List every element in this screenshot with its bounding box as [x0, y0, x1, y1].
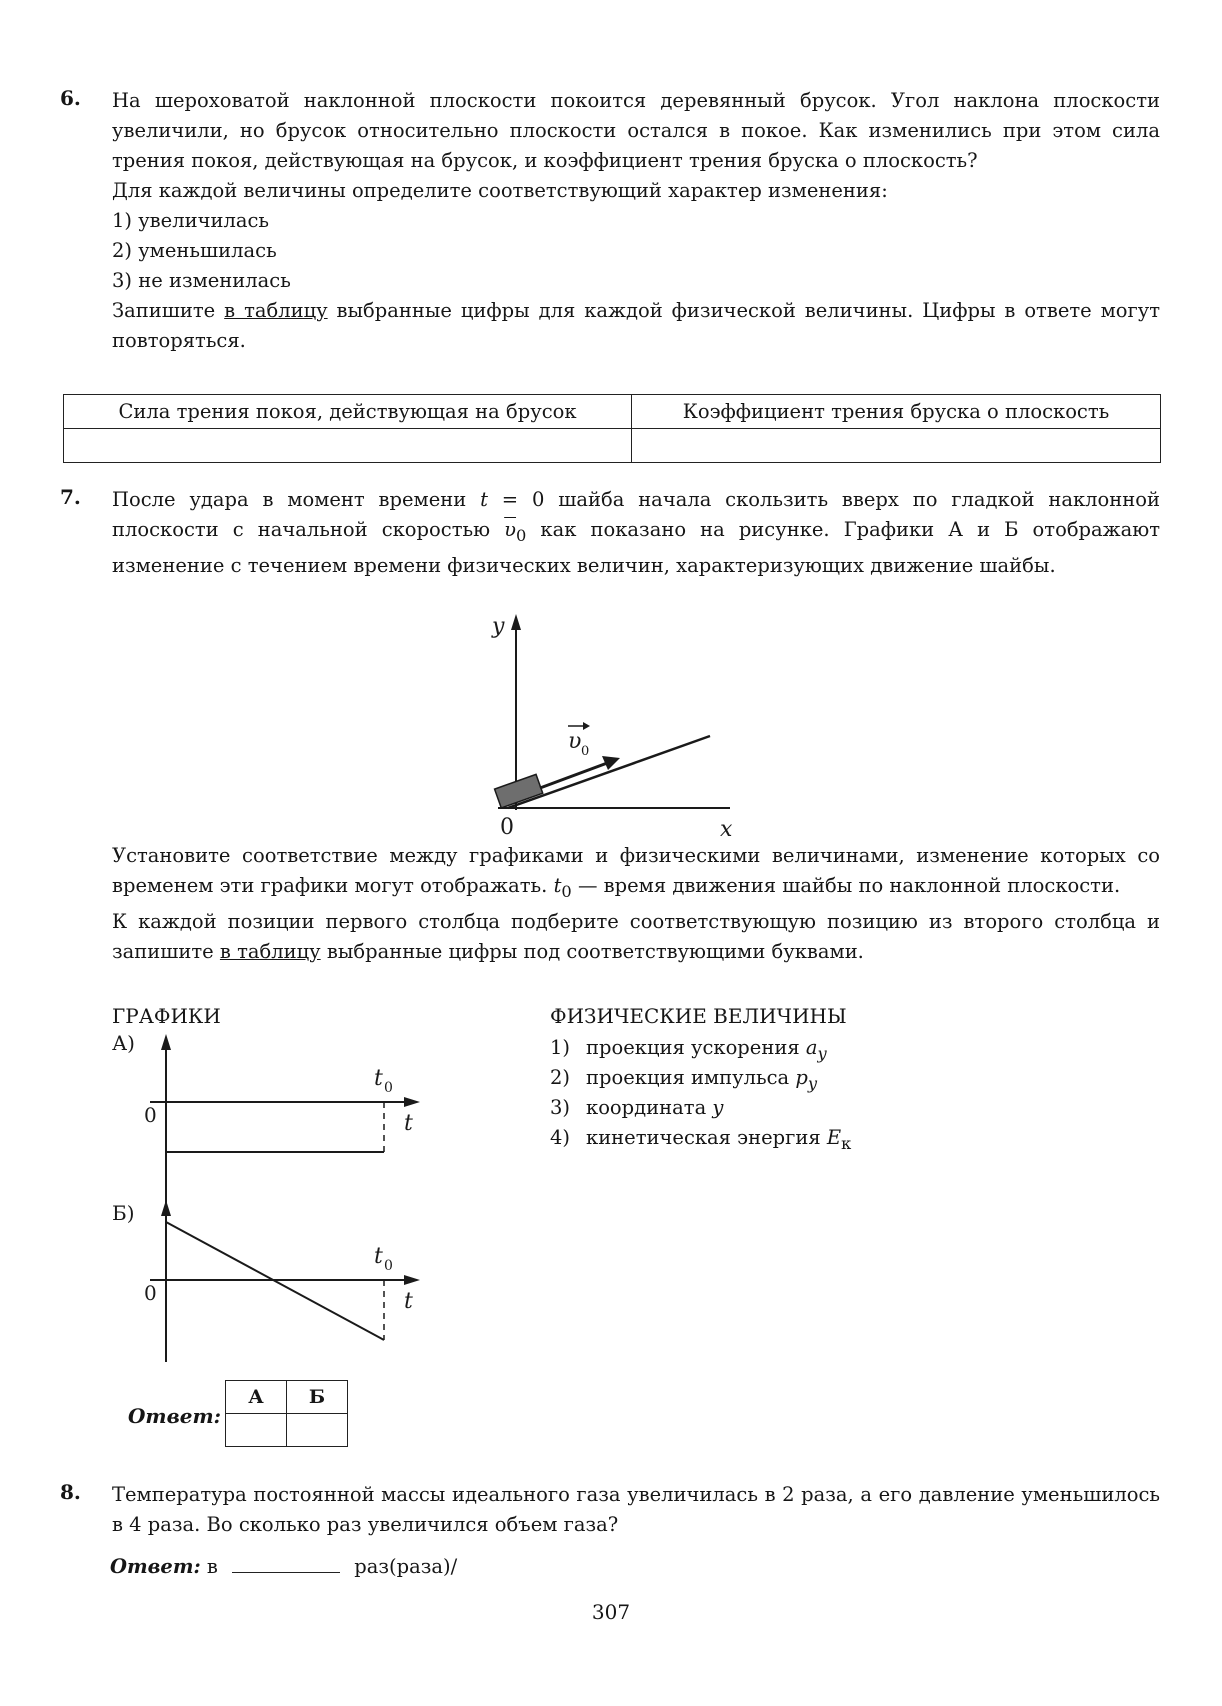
item-text: проекция ускорения	[586, 1036, 806, 1059]
answer-label: Ответ:	[110, 1555, 201, 1578]
task-number: 8.	[60, 1480, 81, 1504]
graphs-header: ГРАФИКИ	[112, 1004, 221, 1028]
task-number: 7.	[60, 485, 81, 509]
answer-suffix: раз(раза)/	[354, 1555, 458, 1578]
vector-bar-arrow-icon	[583, 722, 590, 730]
math-symbol: p	[795, 1066, 808, 1089]
origin-label: 0	[500, 815, 514, 838]
task-body	[112, 86, 1160, 356]
quantity-item	[550, 1126, 851, 1153]
page-number: 307	[591, 1600, 631, 1624]
task-text	[112, 485, 1160, 581]
answer-label: Ответ:	[128, 1404, 221, 1428]
text-fragment: как показано на рисунке. Графики А и Б отображают изменение с течением времени физических величин, характеризующих движение шайбы.	[112, 518, 1160, 577]
graph-label: Б)	[112, 1201, 135, 1225]
quantity-item	[550, 1096, 723, 1119]
t0-label: t	[374, 1066, 383, 1091]
item-number: 1)	[550, 1036, 571, 1059]
text-fragment: Установите соответствие между графиками и физическими величинами, изменение которых со временем эти графики могут отображать.	[112, 844, 1160, 897]
t0-subscript: 0	[384, 1080, 393, 1096]
velocity-subscript: 0	[581, 744, 590, 759]
task-instruction: Для каждой величины определите соответствующий характер изменения:	[112, 179, 888, 202]
incline-plane	[508, 736, 710, 808]
graph-a	[110, 1030, 440, 1210]
quantities-header: ФИЗИЧЕСКИЕ ВЕЛИЧИНЫ	[550, 1004, 847, 1028]
answer-line-8	[110, 1552, 457, 1578]
math-subscript: к	[841, 1133, 852, 1153]
t-label: t	[404, 1289, 413, 1314]
math-symbol: E	[826, 1126, 842, 1149]
text-fragment: выбранные цифры для каждой физической величины. Цифры в ответе могут повторяться.	[112, 299, 1161, 352]
quantity-item	[550, 1036, 827, 1063]
item-number: 2)	[550, 1066, 571, 1089]
t0-subscript: 0	[384, 1258, 393, 1274]
answer-input[interactable]	[232, 1552, 340, 1573]
item-number: 3)	[550, 1096, 571, 1119]
math-subscript: y	[817, 1043, 827, 1063]
t0-label: t	[374, 1244, 383, 1269]
text-fragment: Запишите	[112, 299, 225, 322]
item-text: кинетическая энергия	[586, 1126, 827, 1149]
option-item: 3) не изменилась	[112, 269, 291, 292]
incline-figure	[480, 608, 750, 838]
quantity-item	[550, 1066, 817, 1093]
velocity-label: υ	[568, 729, 582, 754]
math-subscript: 0	[516, 525, 527, 545]
task-text: На шероховатой наклонной плоскости покоится деревянный брусок. Угол наклона плоскости увеличили, но брусок относительно плоскости остался в покое. Как изменились при этом сила трения покоя, действующая на брусок, и коэффициент трения бруска о плоскость?	[112, 89, 1160, 172]
math-symbol: a	[805, 1036, 818, 1059]
text-fragment: выбранные цифры под соответствующими буквами.	[320, 939, 864, 963]
table-link: в таблицу	[224, 299, 328, 322]
math-subscript: y	[807, 1073, 818, 1093]
answer-cell[interactable]	[64, 429, 632, 463]
text-fragment: К каждой позиции первого столбца подберите соответствующую позицию из второго столбца и запишите	[112, 909, 1160, 963]
item-text: проекция импульса	[586, 1066, 796, 1089]
math-symbol: t	[480, 488, 488, 511]
x-axis-label: x	[720, 817, 733, 838]
text-fragment: = 0 шайба начала скользить вверх по гладкой наклонной плоскости с начальной скоростью	[112, 488, 1160, 541]
table-header: Б	[287, 1381, 348, 1414]
task-text: Температура постоянной массы идеального газа увеличилась в 2 раза, а его давление уменьшилось в 4 раза. Во сколько раз увеличился объем газа?	[112, 1483, 1160, 1536]
answer-table-7	[225, 1380, 348, 1447]
option-item: 1) увеличилась	[112, 209, 270, 232]
math-symbol: $\overline{\upsilon}$	[504, 518, 517, 541]
matching-text	[112, 841, 1160, 907]
math-symbol: t	[553, 874, 562, 897]
t-label: t	[404, 1111, 413, 1136]
y-axis-arrow-icon	[511, 614, 521, 630]
zero-label: 0	[144, 1281, 157, 1305]
graph-label: А)	[112, 1031, 135, 1055]
text-fragment: После удара в момент времени	[112, 488, 481, 511]
table-header: А	[226, 1381, 287, 1414]
answer-cell[interactable]	[226, 1414, 287, 1447]
answer-table-6	[63, 394, 1161, 463]
item-number: 4)	[550, 1126, 571, 1149]
text-fragment: — время движения шайбы по наклонной плоскости.	[571, 874, 1121, 897]
matching-body	[112, 841, 1160, 967]
write-instruction	[112, 296, 1160, 356]
answer-cell[interactable]	[632, 429, 1161, 463]
answer-prefix: в	[206, 1555, 218, 1578]
item-text: координата	[586, 1096, 713, 1119]
answer-cell[interactable]	[287, 1414, 348, 1447]
math-subscript: 0	[561, 881, 572, 901]
option-item: 2) уменьшилась	[112, 239, 277, 262]
graph-b	[110, 1196, 440, 1366]
zero-label: 0	[144, 1103, 157, 1127]
task-body	[112, 1480, 1160, 1540]
table-link: в таблицу	[219, 939, 321, 963]
t-axis-arrow-icon	[404, 1275, 420, 1285]
table-header: Коэффициент трения бруска о плоскость	[632, 395, 1161, 429]
y-axis-arrow-icon	[161, 1034, 171, 1050]
table-header: Сила трения покоя, действующая на брусок	[64, 395, 632, 429]
y-axis-label: y	[492, 614, 505, 639]
task-number: 6.	[60, 86, 81, 110]
task-body	[112, 485, 1160, 581]
position-text	[112, 907, 1160, 967]
t-axis-arrow-icon	[404, 1097, 420, 1107]
y-axis-arrow-icon	[161, 1200, 171, 1216]
math-symbol: y	[712, 1096, 724, 1119]
